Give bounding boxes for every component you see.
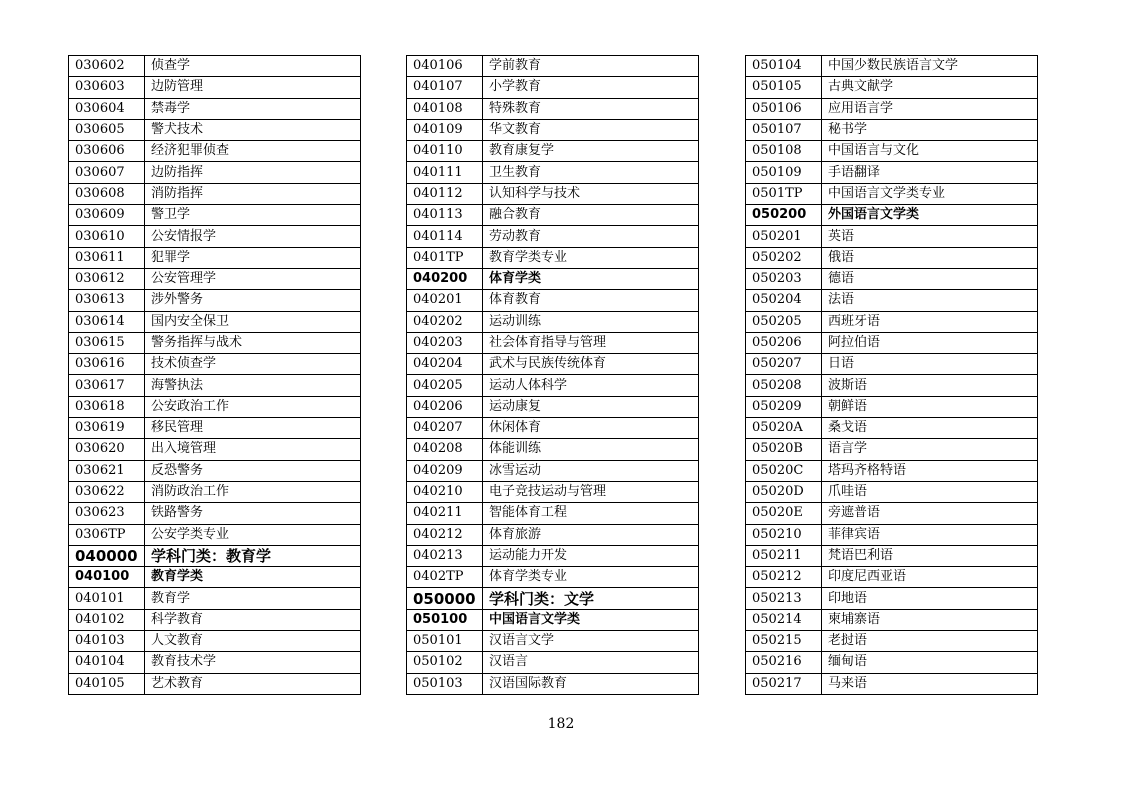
category-row xyxy=(69,545,361,566)
major-code: 050102 xyxy=(407,652,483,673)
major-code: 050214 xyxy=(746,609,822,630)
major-name: 教育学类专业 xyxy=(483,247,699,268)
major-name: 旁遮普语 xyxy=(822,503,1038,524)
major-code: 030618 xyxy=(69,396,145,417)
major-name: 印度尼西亚语 xyxy=(822,567,1038,588)
major-name: 波斯语 xyxy=(822,375,1038,396)
major-code: 030619 xyxy=(69,418,145,439)
major-name: 缅甸语 xyxy=(822,652,1038,673)
major-code: 040203 xyxy=(407,332,483,353)
table-row xyxy=(407,162,699,183)
major-name: 汉语言文学 xyxy=(483,631,699,652)
table-row xyxy=(407,354,699,375)
major-code: 040213 xyxy=(407,545,483,566)
major-code: 030605 xyxy=(69,119,145,140)
table-row xyxy=(407,439,699,460)
table-row xyxy=(407,77,699,98)
major-name: 教育学 xyxy=(145,588,361,609)
major-code: 050100 xyxy=(407,609,483,630)
page-number: 182 xyxy=(547,716,575,732)
major-name: 警务指挥与战术 xyxy=(145,332,361,353)
major-name: 消防指挥 xyxy=(145,183,361,204)
major-name: 禁毒学 xyxy=(145,98,361,119)
major-name: 柬埔寨语 xyxy=(822,609,1038,630)
major-code: 040202 xyxy=(407,311,483,332)
major-code: 040101 xyxy=(69,588,145,609)
table-row xyxy=(69,311,361,332)
major-name: 智能体育工程 xyxy=(483,503,699,524)
class-row xyxy=(746,205,1038,226)
table-row xyxy=(407,567,699,588)
major-code: 050207 xyxy=(746,354,822,375)
table-row xyxy=(69,439,361,460)
major-name: 应用语言学 xyxy=(822,98,1038,119)
table-row xyxy=(407,396,699,417)
major-code: 050212 xyxy=(746,567,822,588)
table-row xyxy=(746,141,1038,162)
major-name: 教育技术学 xyxy=(145,652,361,673)
major-name: 边防管理 xyxy=(145,77,361,98)
major-name: 体能训练 xyxy=(483,439,699,460)
table-row xyxy=(746,588,1038,609)
major-name: 人文教育 xyxy=(145,631,361,652)
major-code: 050200 xyxy=(746,205,822,226)
major-code: 050106 xyxy=(746,98,822,119)
table-row xyxy=(407,631,699,652)
major-name: 海警执法 xyxy=(145,375,361,396)
major-name: 朝鲜语 xyxy=(822,396,1038,417)
major-name: 艺术教育 xyxy=(145,673,361,694)
table-row xyxy=(407,418,699,439)
major-code: 030604 xyxy=(69,98,145,119)
major-name: 梵语巴利语 xyxy=(822,545,1038,566)
major-code: 040106 xyxy=(407,56,483,77)
major-code: 040201 xyxy=(407,290,483,311)
major-name: 教育学类 xyxy=(145,567,361,588)
major-code: 030623 xyxy=(69,503,145,524)
table-row xyxy=(746,609,1038,630)
table-row xyxy=(746,311,1038,332)
table-row xyxy=(746,545,1038,566)
table-row xyxy=(746,183,1038,204)
table-row xyxy=(407,119,699,140)
table-row xyxy=(69,524,361,545)
major-code: 040102 xyxy=(69,609,145,630)
major-code: 050105 xyxy=(746,77,822,98)
table-row xyxy=(407,247,699,268)
table-row xyxy=(407,311,699,332)
table-row xyxy=(746,481,1038,502)
table-row xyxy=(407,290,699,311)
major-code: 040204 xyxy=(407,354,483,375)
major-code: 050103 xyxy=(407,673,483,694)
major-code: 040108 xyxy=(407,98,483,119)
major-code: 030616 xyxy=(69,354,145,375)
major-name: 运动训练 xyxy=(483,311,699,332)
major-name: 社会体育指导与管理 xyxy=(483,332,699,353)
table-row xyxy=(407,481,699,502)
major-code: 050213 xyxy=(746,588,822,609)
major-code: 050202 xyxy=(746,247,822,268)
major-code: 040209 xyxy=(407,460,483,481)
major-code: 040113 xyxy=(407,205,483,226)
table-row xyxy=(69,183,361,204)
table-row xyxy=(69,375,361,396)
major-code: 040100 xyxy=(69,567,145,588)
major-code: 050000 xyxy=(407,588,483,609)
major-code: 040207 xyxy=(407,418,483,439)
major-code: 05020D xyxy=(746,481,822,502)
major-code: 030609 xyxy=(69,205,145,226)
table-row xyxy=(407,183,699,204)
major-code: 040107 xyxy=(407,77,483,98)
major-name: 国内安全保卫 xyxy=(145,311,361,332)
major-code: 040112 xyxy=(407,183,483,204)
major-name: 体育学类专业 xyxy=(483,567,699,588)
major-code: 030620 xyxy=(69,439,145,460)
major-code: 0306TP xyxy=(69,524,145,545)
major-code: 0402TP xyxy=(407,567,483,588)
table-row xyxy=(746,503,1038,524)
major-name: 塔玛齐格特语 xyxy=(822,460,1038,481)
class-row xyxy=(69,567,361,588)
major-code: 050203 xyxy=(746,268,822,289)
major-name: 手语翻译 xyxy=(822,162,1038,183)
major-code: 030603 xyxy=(69,77,145,98)
table-row xyxy=(69,290,361,311)
table-row xyxy=(746,226,1038,247)
major-code: 040200 xyxy=(407,268,483,289)
table-row xyxy=(746,396,1038,417)
table-row xyxy=(69,56,361,77)
major-name: 小学教育 xyxy=(483,77,699,98)
major-name: 融合教育 xyxy=(483,205,699,226)
major-name: 中国语言与文化 xyxy=(822,141,1038,162)
major-code: 050215 xyxy=(746,631,822,652)
table-row xyxy=(746,567,1038,588)
table-row xyxy=(746,418,1038,439)
major-code: 040114 xyxy=(407,226,483,247)
major-name: 公安情报学 xyxy=(145,226,361,247)
table-row xyxy=(746,98,1038,119)
table-row xyxy=(407,56,699,77)
major-name: 运动人体科学 xyxy=(483,375,699,396)
table-row xyxy=(69,609,361,630)
major-code: 050216 xyxy=(746,652,822,673)
major-code: 040000 xyxy=(69,545,145,566)
major-code: 050108 xyxy=(746,141,822,162)
major-name: 阿拉伯语 xyxy=(822,332,1038,353)
table-row xyxy=(746,375,1038,396)
table-row xyxy=(407,652,699,673)
major-name: 公安学类专业 xyxy=(145,524,361,545)
major-code: 0401TP xyxy=(407,247,483,268)
major-code: 050104 xyxy=(746,56,822,77)
table-row xyxy=(69,141,361,162)
major-code: 030611 xyxy=(69,247,145,268)
major-name: 警卫学 xyxy=(145,205,361,226)
major-name: 移民管理 xyxy=(145,418,361,439)
major-name: 学前教育 xyxy=(483,56,699,77)
major-code: 050205 xyxy=(746,311,822,332)
table-row xyxy=(69,673,361,694)
table-row xyxy=(746,332,1038,353)
table-row xyxy=(69,503,361,524)
major-name: 古典文献学 xyxy=(822,77,1038,98)
major-name: 警犬技术 xyxy=(145,119,361,140)
major-code: 050209 xyxy=(746,396,822,417)
major-name: 运动能力开发 xyxy=(483,545,699,566)
table-row xyxy=(746,354,1038,375)
major-code: 040111 xyxy=(407,162,483,183)
major-code: 030607 xyxy=(69,162,145,183)
major-name: 特殊教育 xyxy=(483,98,699,119)
major-name: 电子竞技运动与管理 xyxy=(483,481,699,502)
major-name: 学科门类：教育学 xyxy=(145,545,361,566)
table-row xyxy=(746,460,1038,481)
major-name: 汉语国际教育 xyxy=(483,673,699,694)
major-name: 卫生教育 xyxy=(483,162,699,183)
table-row xyxy=(69,77,361,98)
table-row xyxy=(746,524,1038,545)
table-row xyxy=(407,226,699,247)
major-code: 040109 xyxy=(407,119,483,140)
table-row xyxy=(69,98,361,119)
major-code: 05020C xyxy=(746,460,822,481)
major-code: 030617 xyxy=(69,375,145,396)
major-name: 俄语 xyxy=(822,247,1038,268)
major-code: 040208 xyxy=(407,439,483,460)
table-row xyxy=(407,98,699,119)
major-code: 030622 xyxy=(69,481,145,502)
major-name: 公安政治工作 xyxy=(145,396,361,417)
major-name: 西班牙语 xyxy=(822,311,1038,332)
major-name: 技术侦查学 xyxy=(145,354,361,375)
table-row xyxy=(746,162,1038,183)
table-row xyxy=(69,119,361,140)
major-code: 040206 xyxy=(407,396,483,417)
major-table-column-3 xyxy=(745,55,1038,695)
major-name: 认知科学与技术 xyxy=(483,183,699,204)
major-name: 桑戈语 xyxy=(822,418,1038,439)
major-name: 体育旅游 xyxy=(483,524,699,545)
table-row xyxy=(69,205,361,226)
major-name: 菲律宾语 xyxy=(822,524,1038,545)
table-row xyxy=(69,588,361,609)
table-row xyxy=(746,631,1038,652)
major-name: 马来语 xyxy=(822,673,1038,694)
major-table-column-1 xyxy=(68,55,361,695)
major-name: 教育康复学 xyxy=(483,141,699,162)
major-name: 学科门类：文学 xyxy=(483,588,699,609)
major-name: 劳动教育 xyxy=(483,226,699,247)
major-name: 语言学 xyxy=(822,439,1038,460)
major-code: 030602 xyxy=(69,56,145,77)
major-code: 030612 xyxy=(69,268,145,289)
table-row xyxy=(407,332,699,353)
table-row xyxy=(69,396,361,417)
table-row xyxy=(407,503,699,524)
major-name: 公安管理学 xyxy=(145,268,361,289)
major-code: 030615 xyxy=(69,332,145,353)
major-code: 050217 xyxy=(746,673,822,694)
table-row xyxy=(746,652,1038,673)
major-code: 050210 xyxy=(746,524,822,545)
table-row xyxy=(69,652,361,673)
table-row xyxy=(69,162,361,183)
table-row xyxy=(69,226,361,247)
table-row xyxy=(407,375,699,396)
major-name: 休闲体育 xyxy=(483,418,699,439)
table-row xyxy=(69,460,361,481)
major-name: 老挝语 xyxy=(822,631,1038,652)
major-name: 日语 xyxy=(822,354,1038,375)
major-name: 涉外警务 xyxy=(145,290,361,311)
major-code: 040104 xyxy=(69,652,145,673)
table-row xyxy=(69,247,361,268)
table-row xyxy=(407,141,699,162)
table-row xyxy=(69,481,361,502)
major-code: 040103 xyxy=(69,631,145,652)
table-row xyxy=(746,290,1038,311)
major-code: 0501TP xyxy=(746,183,822,204)
major-name: 出入境管理 xyxy=(145,439,361,460)
table-row xyxy=(407,524,699,545)
class-row xyxy=(407,609,699,630)
major-code: 040105 xyxy=(69,673,145,694)
major-code: 030614 xyxy=(69,311,145,332)
major-code: 040210 xyxy=(407,481,483,502)
major-name: 华文教育 xyxy=(483,119,699,140)
major-name: 外国语言文学类 xyxy=(822,205,1038,226)
major-code: 030613 xyxy=(69,290,145,311)
major-code: 050211 xyxy=(746,545,822,566)
table-row xyxy=(69,354,361,375)
major-name: 科学教育 xyxy=(145,609,361,630)
major-code: 05020B xyxy=(746,439,822,460)
major-code: 050101 xyxy=(407,631,483,652)
major-name: 运动康复 xyxy=(483,396,699,417)
major-name: 消防政治工作 xyxy=(145,481,361,502)
table-row xyxy=(746,673,1038,694)
major-code: 040205 xyxy=(407,375,483,396)
table-row xyxy=(69,332,361,353)
major-name: 体育学类 xyxy=(483,268,699,289)
category-row xyxy=(407,588,699,609)
major-name: 反恐警务 xyxy=(145,460,361,481)
major-name: 中国语言文学类专业 xyxy=(822,183,1038,204)
major-name: 武术与民族传统体育 xyxy=(483,354,699,375)
table-row xyxy=(746,439,1038,460)
major-code: 030608 xyxy=(69,183,145,204)
major-code: 05020E xyxy=(746,503,822,524)
table-row xyxy=(407,205,699,226)
major-code: 040211 xyxy=(407,503,483,524)
major-name: 中国少数民族语言文学 xyxy=(822,56,1038,77)
major-name: 冰雪运动 xyxy=(483,460,699,481)
table-row xyxy=(69,631,361,652)
major-code: 040110 xyxy=(407,141,483,162)
major-name: 印地语 xyxy=(822,588,1038,609)
major-code: 05020A xyxy=(746,418,822,439)
major-code: 050201 xyxy=(746,226,822,247)
table-row xyxy=(407,545,699,566)
major-name: 德语 xyxy=(822,268,1038,289)
major-code: 050109 xyxy=(746,162,822,183)
major-code: 050204 xyxy=(746,290,822,311)
table-row xyxy=(69,268,361,289)
major-name: 侦查学 xyxy=(145,56,361,77)
major-name: 经济犯罪侦查 xyxy=(145,141,361,162)
major-code: 050208 xyxy=(746,375,822,396)
table-row xyxy=(407,460,699,481)
major-code: 030606 xyxy=(69,141,145,162)
major-name: 秘书学 xyxy=(822,119,1038,140)
major-code: 030610 xyxy=(69,226,145,247)
table-row xyxy=(746,247,1038,268)
major-code: 050206 xyxy=(746,332,822,353)
major-name: 爪哇语 xyxy=(822,481,1038,502)
class-row xyxy=(407,268,699,289)
major-code: 040212 xyxy=(407,524,483,545)
major-code: 030621 xyxy=(69,460,145,481)
table-row xyxy=(746,56,1038,77)
major-name: 法语 xyxy=(822,290,1038,311)
table-row xyxy=(746,119,1038,140)
table-row xyxy=(407,673,699,694)
table-row xyxy=(69,418,361,439)
major-name: 体育教育 xyxy=(483,290,699,311)
major-code: 050107 xyxy=(746,119,822,140)
major-name: 铁路警务 xyxy=(145,503,361,524)
major-name: 边防指挥 xyxy=(145,162,361,183)
major-name: 汉语言 xyxy=(483,652,699,673)
table-row xyxy=(746,268,1038,289)
major-table-column-2 xyxy=(406,55,699,695)
table-row xyxy=(746,77,1038,98)
major-name: 中国语言文学类 xyxy=(483,609,699,630)
major-name: 英语 xyxy=(822,226,1038,247)
major-name: 犯罪学 xyxy=(145,247,361,268)
